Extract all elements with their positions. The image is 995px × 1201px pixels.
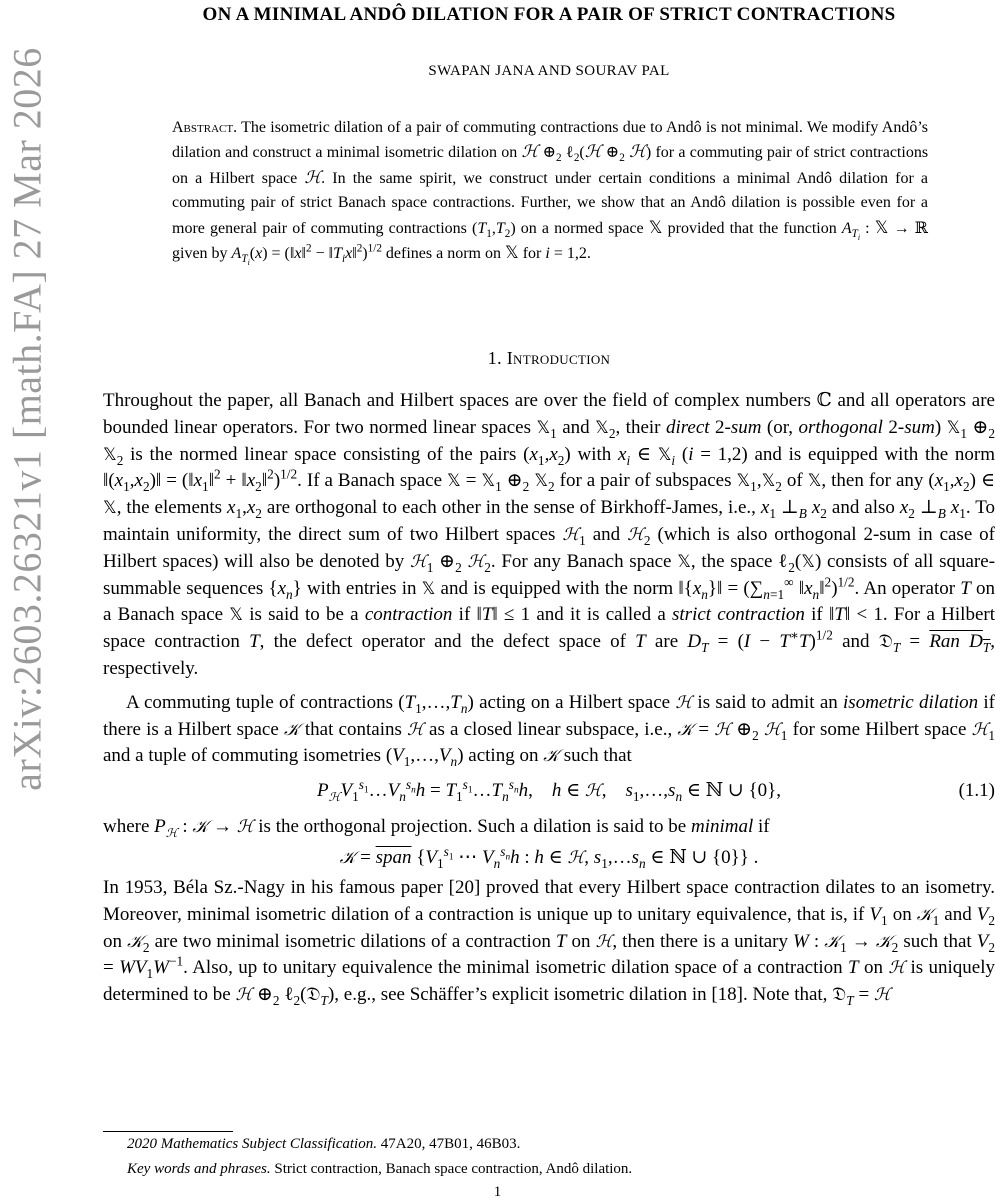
section-heading	[103, 348, 995, 369]
paper-title: ON A MINIMAL ANDÔ DILATION FOR A PAIR OF STRICT CONTRACTIONS	[202, 4, 896, 25]
footnote-msc-value: 47A20, 47B01, 46B03.	[380, 1136, 521, 1152]
section-title: Introduction	[506, 348, 611, 368]
footnote-keywords	[127, 1161, 987, 1178]
abstract-heading: Abstract.	[172, 119, 238, 136]
equation-1-1	[103, 770, 995, 814]
body-text	[103, 388, 995, 1009]
footnote-rule	[103, 1131, 233, 1132]
arxiv-stamp	[4, 0, 50, 1200]
arxiv-stamp-text: arXiv:2603.26321v1 [math.FA] 27 Mar 2026	[4, 47, 50, 791]
paragraph: where $P_ℋ$ : 𝒦 → ℋ is the orthogonal projection. Such a dilation is said to be minimal if	[103, 816, 770, 840]
equation-body: $P_ℋV_1^{s_1}\dots V_n^{s_n}h$ = $T_1^{s_1}\dots T_n^{s_n}h$, h ∈ ℋ, $s_1,\dots,s_n$ ∈ ℕ ∪ {0},	[317, 776, 781, 804]
footnote-kw-label: Key words and phrases.	[127, 1161, 271, 1177]
footnote-msc	[127, 1136, 987, 1153]
paragraph: Throughout the paper, all Banach and Hilbert spaces are over the field of complex numbers ℂ and all operators are bounded linear operators. For two normed linear spaces 𝕏$_1$ and 𝕏$_2$, their direct 2-sum (or, orthogonal 2-sum) 𝕏$_1$ $\oplus_2$ 𝕏$_2$ is the normed linear space consisting of the pairs $(x_1,x_2)$ with $x_i$ ∈ 𝕏$_i$ (i = 1,2) and is equipped with the norm $‖(x_1,x_2)‖$ = ($‖x_1‖^2$ + $‖x_2‖^2)^{1/2}$. If a Banach space 𝕏 = 𝕏$_1$ $\oplus_2$ 𝕏$_2$ for a pair of subspaces 𝕏$_1$,𝕏$_2$ of 𝕏, then for any $(x_1,x_2)$ ∈ 𝕏, the elements $x_1,x_2$ are orthogonal to each other in the sense of Birkhoff-James, i.e., $x_1$ $\perp_B$ $x_2$ and also $x_2$ $\perp_B$ $x_1$. To maintain uniformity, the direct sum of two Hilbert spaces ℋ$_1$ and ℋ$_2$ (which is also orthogonal 2-sum in case of Hilbert spaces) will also be denoted by ℋ$_1$ $\oplus_2$ ℋ$_2$. For any Banach space 𝕏, the space ℓ$_2$(𝕏) consists of all square-summable sequences $\{x_n\}$ with entries in 𝕏 and is equipped with the norm $‖\{x_n\}‖ = (\sum_{n=1}^\infty$ $‖x_n‖^2)^{1/2}$. An operator T on a Banach space 𝕏 is said to be a contraction if ‖T‖ ≤ 1 and it is called a strict contraction if ‖T‖ < 1. For a Hilbert space contraction T, the defect operator and the defect space of T are $D_T = (I - T^∗T)^{1/2}$ and 𝔇$_T$ = Ran $D_T$, respectively.	[103, 390, 995, 679]
section-number: 1.	[487, 348, 502, 368]
paragraph: In 1953, Béla Sz.-Nagy in his famous paper [20] proved that every Hilbert space contraction dilates to an isometry. Moreover, minimal isometric dilation of a contraction is unique up to unitary equivalence, that is, if $V_1$ on 𝒦$_1$ and $V_2$ on 𝒦$_2$ are two minimal isometric dilations of a contraction T on ℋ, then there is a unitary W : 𝒦$_1$ → 𝒦$_2$ such that $V_2 = WV_1W^{-1}$. Also, up to unitary equivalence the minimal isometric dilation space of a contraction T on ℋ is uniquely determined to be ℋ $\oplus_2$ ℓ$_2$(𝔇$_T$), e.g., see Schäffer’s explicit isometric dilation in [18]. Note that, 𝔇$_T$ = ℋ	[103, 876, 995, 1008]
paragraph: A commuting tuple of contractions $(T_1,\dots,T_n)$ acting on a Hilbert space ℋ is said to admit an isometric dilation if there is a Hilbert space 𝒦 that contains ℋ as a closed linear subspace, i.e., 𝒦 = ℋ $\oplus_2$ ℋ$_1$ for some Hilbert space ℋ$_1$ and a tuple of commuting isometries $(V_1,\dots,V_n)$ acting on 𝒦 such that	[103, 691, 995, 770]
footnote-kw-value: Strict contraction, Banach space contraction, Andô dilation.	[274, 1161, 633, 1177]
abstract: Abstract. The isometric dilation of a pair of commuting contractions due to Andô is not minimal. We modify Andô’s dilation and construct a minimal isometric dilation on ℋ $\oplus_2$ ℓ$_2$(ℋ $\oplus_2$ ℋ) for a commuting pair of strict contractions on a Hilbert space ℋ. In the same spirit, we construct under certain conditions a minimal Andô dilation for a commuting pair of strict Banach space contractions. Further, we show that an Andô dilation is possible even for a more general pair of commuting contractions $(T_1,T_2)$ on a normed space 𝕏 provided that the function $A_{T_i}$ : 𝕏 → ℝ given by $A_{T_i}(x)$ = (‖x‖$^2$ − $‖T_ix‖^2)^{1/2}$ defines a norm on 𝕏 for i = 1,2.	[172, 119, 929, 268]
page-number: 1	[493, 1184, 502, 1200]
equation-number: (1.1)	[958, 780, 995, 802]
footnote-msc-label: 2020 Mathematics Subject Classification.	[127, 1136, 377, 1152]
paper-authors: SWAPAN JANA AND SOURAV PAL	[428, 63, 670, 79]
equation-minimal: 𝒦 = span {$V_1^{s_1}$ ⋯ $V_n^{s_n}h$ : h ∈ ℋ, $s_1,\dots s_n$ ∈ ℕ ∪ {0}} .	[339, 843, 759, 871]
